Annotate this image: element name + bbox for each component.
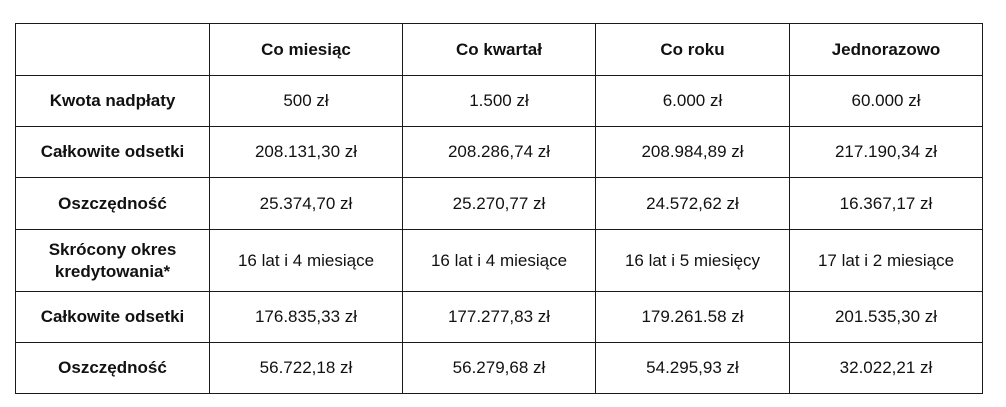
row-label: Oszczędność — [16, 343, 210, 394]
table-row — [16, 127, 983, 178]
table-row — [16, 178, 983, 230]
table-row — [16, 76, 983, 127]
table-row — [16, 292, 983, 343]
table-cell: 25.374,70 zł — [210, 178, 403, 230]
table-cell: 25.270,77 zł — [403, 178, 596, 230]
table-cell: 56.279,68 zł — [403, 343, 596, 394]
table-header-row — [16, 24, 983, 76]
table-cell: 208.286,74 zł — [403, 127, 596, 178]
row-label: Oszczędność — [16, 178, 210, 230]
table-cell: 217.190,34 zł — [790, 127, 983, 178]
table-cell: 1.500 zł — [403, 76, 596, 127]
table-cell: 179.261.58 zł — [596, 292, 790, 343]
row-label: Kwota nadpłaty — [16, 76, 210, 127]
row-label-line1: Skrócony okres — [48, 239, 177, 259]
header-cell-one-time: Jednorazowo — [790, 24, 983, 76]
header-cell-yearly: Co roku — [596, 24, 790, 76]
table-cell: 16 lat i 4 miesiące — [403, 230, 596, 292]
table-cell: 208.131,30 zł — [210, 127, 403, 178]
table-cell: 208.984,89 zł — [596, 127, 790, 178]
table-row — [16, 343, 983, 394]
table-cell: 16 lat i 5 miesięcy — [596, 230, 790, 292]
row-label: Całkowite odsetki — [16, 127, 210, 178]
table-cell: 17 lat i 2 miesiące — [790, 230, 983, 292]
table-cell: 16 lat i 4 miesiące — [210, 230, 403, 292]
header-cell-monthly: Co miesiąc — [210, 24, 403, 76]
table-cell: 56.722,18 zł — [210, 343, 403, 394]
header-cell-empty — [16, 24, 210, 76]
row-label-line2: kredytowania* — [54, 261, 171, 281]
table-cell: 6.000 zł — [596, 76, 790, 127]
table-cell: 24.572,62 zł — [596, 178, 790, 230]
overpayment-comparison-table — [15, 23, 983, 394]
table-cell: 500 zł — [210, 76, 403, 127]
table-cell: 32.022,21 zł — [790, 343, 983, 394]
table-cell: 16.367,17 zł — [790, 178, 983, 230]
table-cell: 177.277,83 zł — [403, 292, 596, 343]
row-label: Całkowite odsetki — [16, 292, 210, 343]
table-cell: 60.000 zł — [790, 76, 983, 127]
table-row — [16, 230, 983, 292]
row-label — [16, 230, 210, 292]
table-cell: 54.295,93 zł — [596, 343, 790, 394]
table-cell: 201.535,30 zł — [790, 292, 983, 343]
header-cell-quarterly: Co kwartał — [403, 24, 596, 76]
table-cell: 176.835,33 zł — [210, 292, 403, 343]
